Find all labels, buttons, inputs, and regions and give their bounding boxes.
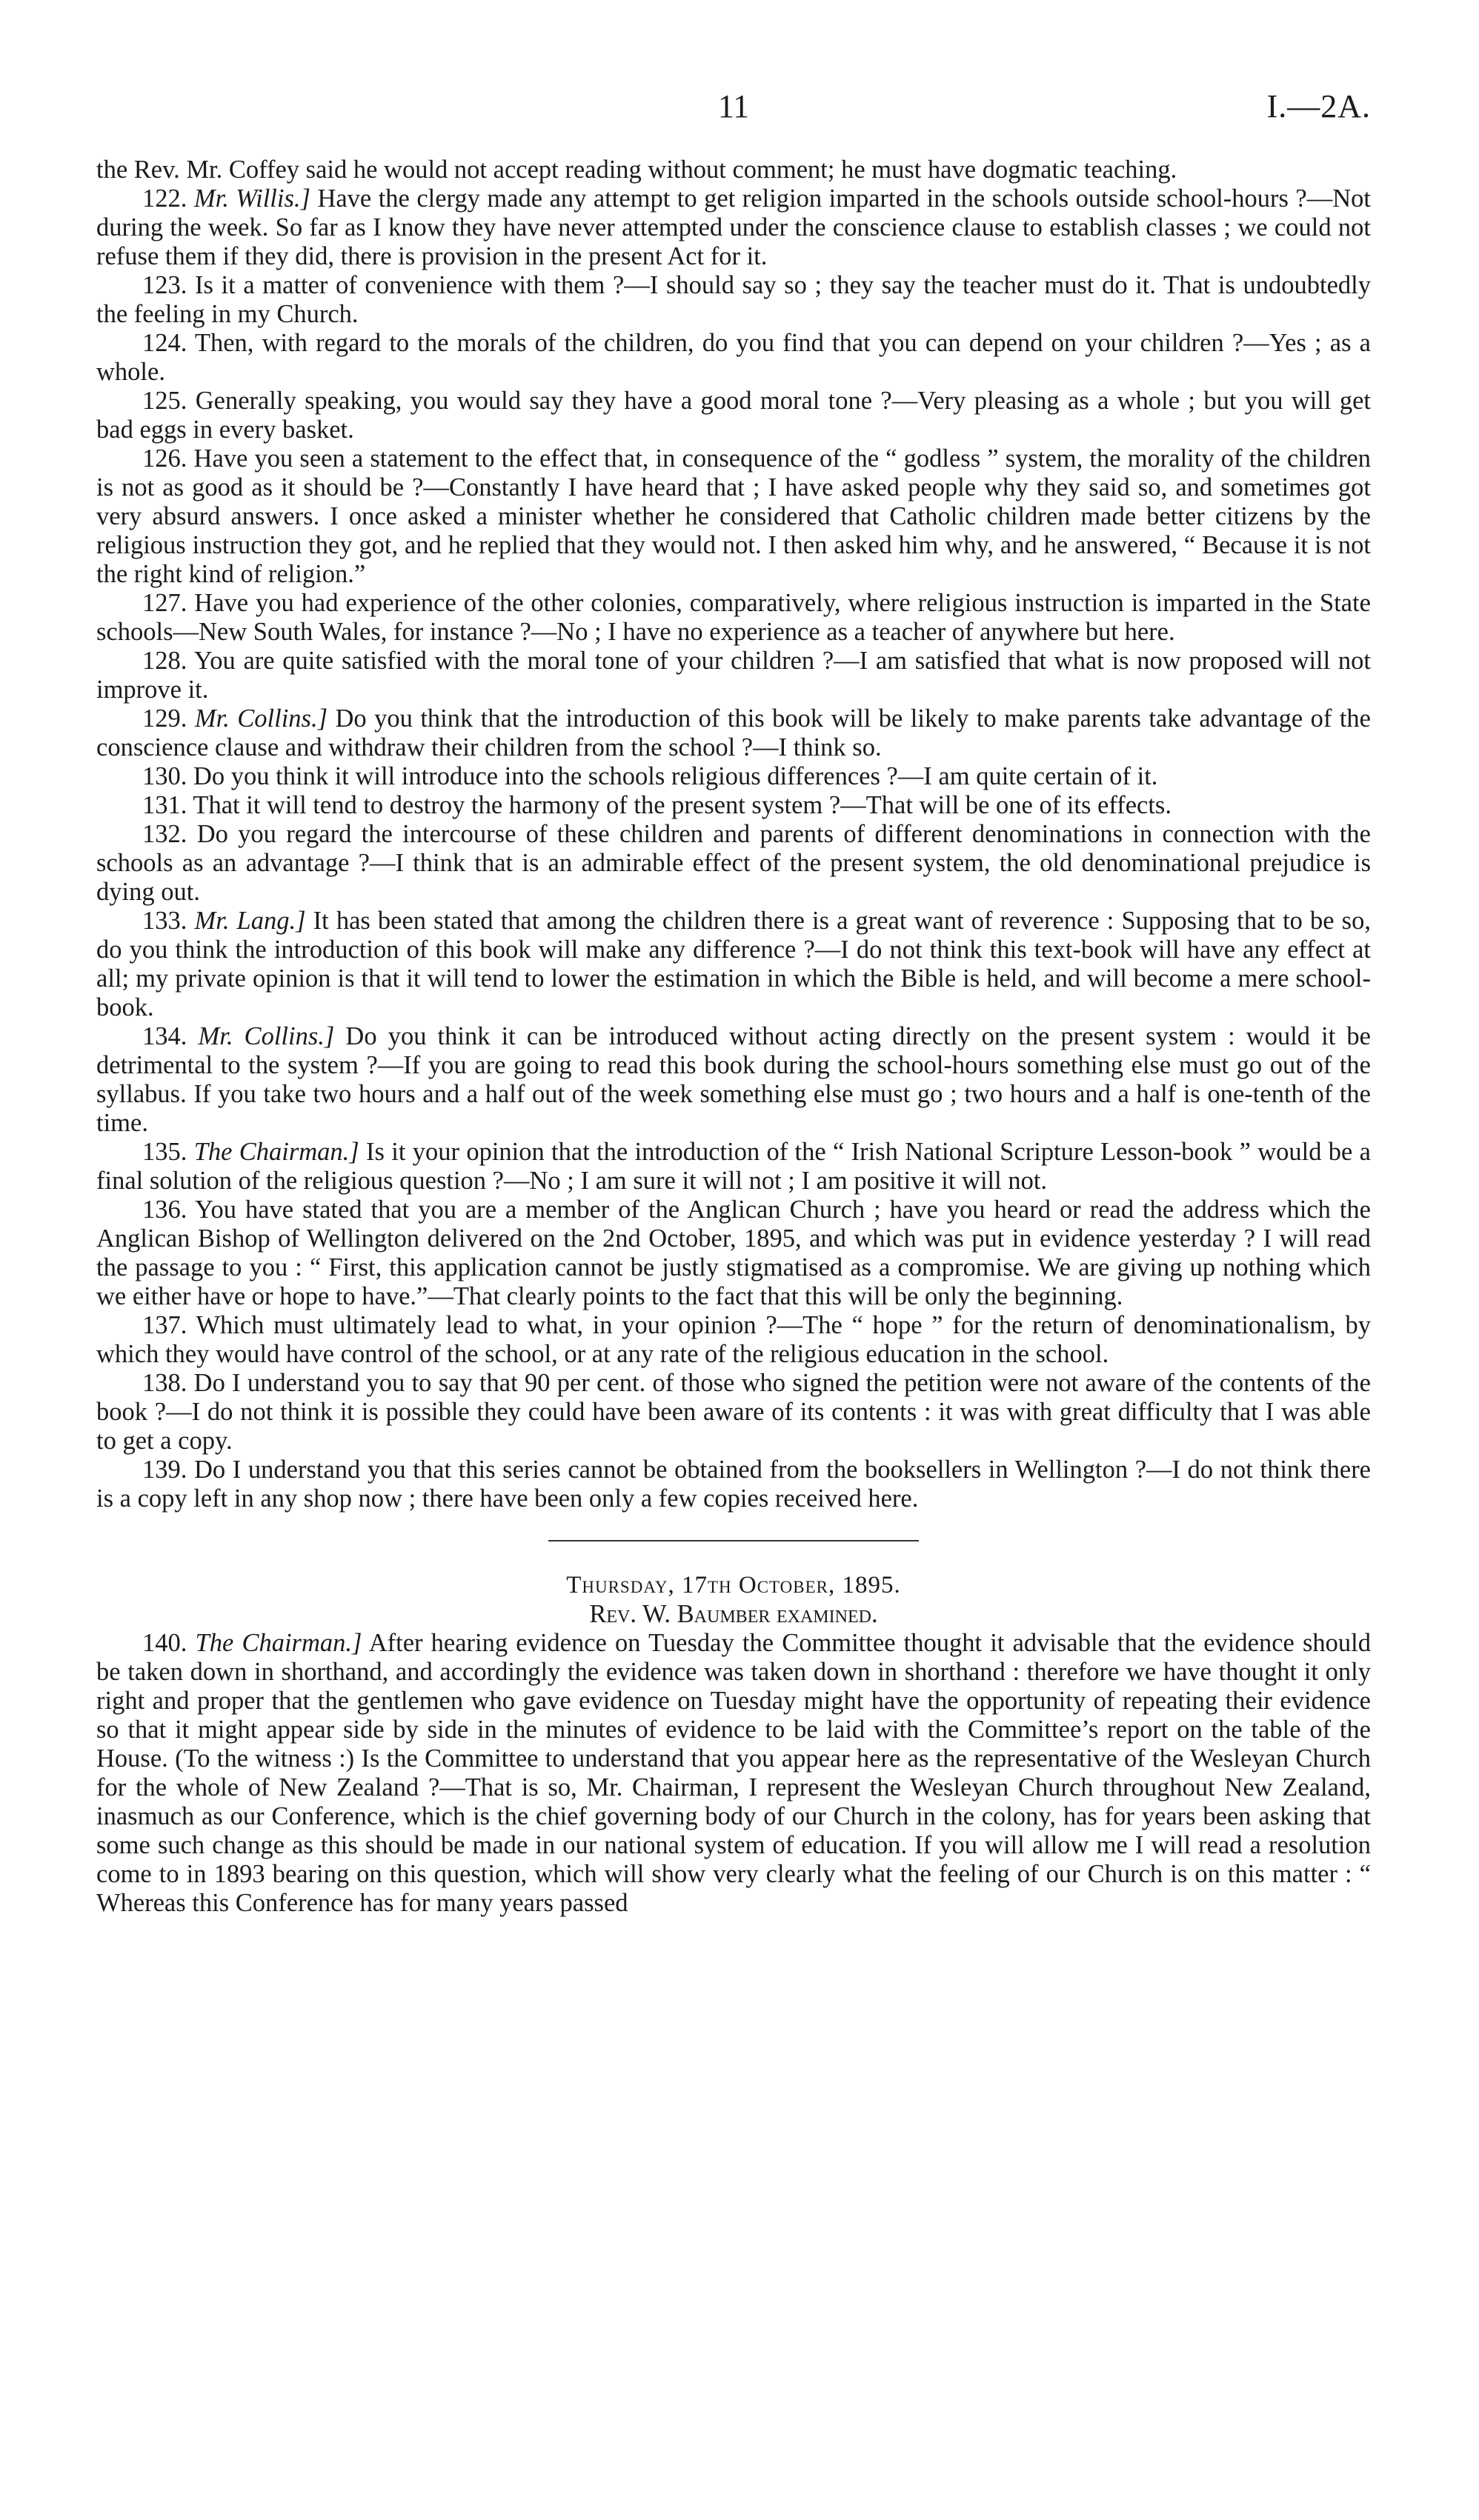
speaker: The Chairman.]	[195, 1629, 362, 1657]
question-140: 140. The Chairman.] After hearing evidence on Tuesday the Committee thought it advisable that the evidence should be taken down in shorthand, and accordingly the evidence was taken down in shorthand : therefore we have thought it only right and proper that the gentlemen who gave evidence on Tuesday might have the opportunity of repeating their evidence so that it might appear side by side in the minutes of evidence to be laid with the Committee’s report on the table of the House. (To the witness :) Is the Committee to understand that you appear here as the representative of the Wesleyan Church for the whole of New Zealand ?—That is so, Mr. Chairman, I represent the Wesleyan Church throughout New Zealand, inasmuch as our Conference, which is the chief governing body of our Church in the colony, has for years been asking that some such change as this should be made in our national system of education. If you will allow me I will read a resolution come to in 1893 bearing on this question, which will show very clearly what the feeling of our Church is on this matter : “ Whereas this Conference has for many years passed	[96, 1629, 1371, 1917]
question-134: 134. Mr. Collins.] Do you think it can be introduced without acting directly on the present system : would it be detrimental to the system ?—If you are going to read this book during the school-hours something else must go out of the syllabus. If you take two hours and a half out of the week something else must go ; two hours and a half is one-tenth of the time.	[96, 1022, 1371, 1137]
question-129: 129. Mr. Collins.] Do you think that the introduction of this book will be likely to make parents take advantage of the conscience clause and withdraw their children from the school ?—I think so.	[96, 704, 1371, 761]
question-135: 135. The Chairman.] Is it your opinion that the introduction of the “ Irish National Scripture Lesson-book ” would be a final solution of the religious question ?—No ; I am sure it will not ; I am positive it will not.	[96, 1138, 1371, 1195]
question-136: 136. You have stated that you are a member of the Anglican Church ; have you heard or read the address which the Anglican Bishop of Wellington delivered on the 2nd October, 1895, and which was put in evidence yesterday ? I will read the passage to you : “ First, this application cannot be justly stigmatised as a compromise. We are giving up nothing which we either have or hope to have.”—That clearly points to the fact that this will be only the beginning.	[96, 1196, 1371, 1310]
session-date: Thursday, 17th October, 1895.	[566, 1572, 901, 1599]
document-body	[96, 156, 1371, 1918]
question-122: 122. Mr. Willis.] Have the clergy made any attempt to get religion imparted in the schools outside school-hours ?—Not during the week. So far as I know they have never attempted under the conscience clause to establish classes ; we could not refuse them if they did, there is provision in the present Act for it.	[96, 184, 1371, 270]
question-132: 132. Do you regard the intercourse of these children and parents of different denominations in connection with the schools as an advantage ?—I think that is an admirable effect of the present system, the old denominational prejudice is dying out.	[96, 820, 1371, 906]
question-137: 137. Which must ultimately lead to what, in your opinion ?—The “ hope ” for the return of denominationalism, by which they would have control of the school, or at any rate of the religious education in the school.	[96, 1311, 1371, 1368]
question-124: 124. Then, with regard to the morals of the children, do you find that you can depend on your children ?—Yes ; as a whole.	[96, 329, 1371, 386]
question-131: 131. That it will tend to destroy the harmony of the present system ?—That will be one of its effects.	[142, 791, 1171, 819]
speaker: Mr. Collins.]	[194, 704, 328, 733]
question-127: 127. Have you had experience of the other colonies, comparatively, where religious instruction is imparted in the State schools—New South Wales, for instance ?—No ; I have no experience as a teacher of anywhere but here.	[96, 589, 1371, 646]
question-126: 126. Have you seen a statement to the effect that, in consequence of the “ godless ” system, the morality of the children is not as good as it should be ?—Constantly I have heard that ; I have asked people why they said so, and sometimes got very absurd answers. I once asked a minister whether he considered that Catholic children made better citizens by the religious instruction they got, and he replied that they would not. I then asked him why, and he answered, “ Because it is not the right kind of religion.”	[96, 444, 1371, 588]
question-138: 138. Do I understand you to say that 90 per cent. of those who signed the petition were not aware of the contents of the book ?—I do not think it is possible they could have been aware of its contents : it was with great difficulty that I was able to get a copy.	[96, 1369, 1371, 1455]
section-divider	[548, 1540, 919, 1541]
question-123: 123. Is it a matter of convenience with them ?—I should say so ; they say the teacher must do it. That is undoubtedly the feeling in my Church.	[96, 271, 1371, 328]
speaker: Mr. Lang.]	[194, 907, 306, 935]
question-130: 130. Do you think it will introduce into the schools religious differences ?—I am quite certain of it.	[142, 762, 1158, 790]
question-133: 133. Mr. Lang.] It has been stated that among the children there is a great want of reverence : Supposing that to be so, do you think the introduction of this book will make any difference ?—I do not think this text-book will have any effect at all; my private opinion is that it will tend to lower the estimation in which the Bible is held, and will become a mere school-book.	[96, 907, 1371, 1021]
continued-paragraph: the Rev. Mr. Coffey said he would not accept reading without comment; he must have dogmatic teaching.	[96, 156, 1177, 184]
document-page	[96, 87, 1371, 1918]
page-header	[96, 87, 1371, 132]
speaker: The Chairman.]	[193, 1138, 359, 1166]
speaker: Mr. Willis.]	[193, 184, 310, 213]
document-code: I.—2A.	[1266, 88, 1371, 124]
question-128: 128. You are quite satisfied with the moral tone of your children ?—I am satisfied that what is now proposed will not improve it.	[96, 647, 1371, 704]
speaker: Mr. Collins.]	[198, 1022, 335, 1050]
question-125: 125. Generally speaking, you would say they have a good moral tone ?—Very pleasing as a whole ; but you will get bad eggs in every basket.	[96, 387, 1371, 444]
question-139: 139. Do I understand you that this series cannot be obtained from the booksellers in Wellington ?—I do not think there is a copy left in any shop now ; there have been only a few copies received here.	[96, 1456, 1371, 1513]
witness-heading: Rev. W. Baumber examined.	[589, 1600, 878, 1628]
page-number: 11	[717, 88, 750, 124]
